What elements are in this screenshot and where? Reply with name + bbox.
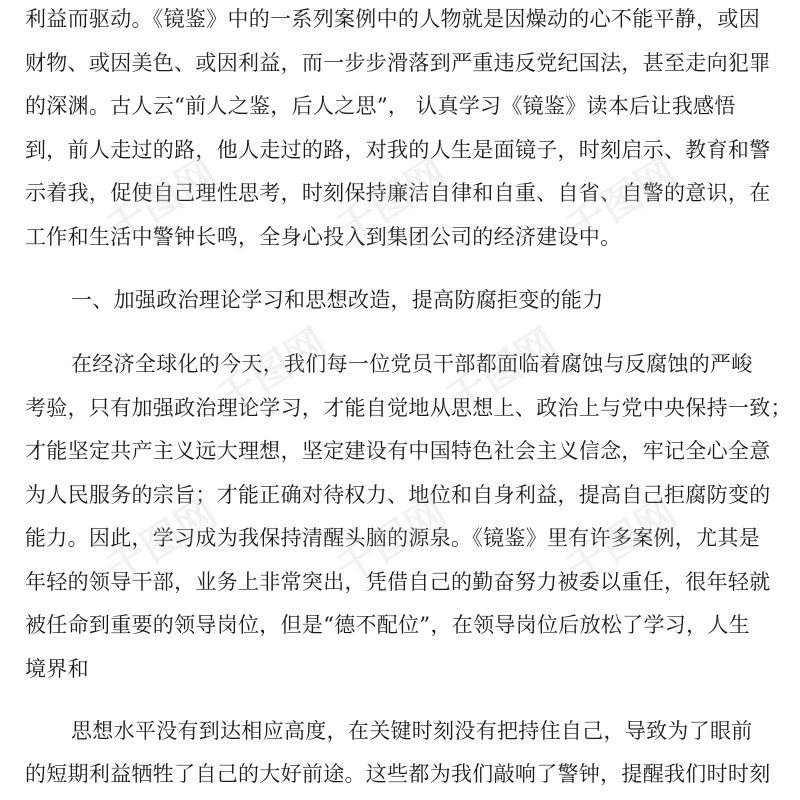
text-line: 的短期利益牺牲了自己的大好前途。这些都为我们敲响了警钟，提醒我们时时刻	[25, 762, 771, 786]
text-line: 工作和生活中警钟长鸣，全身心投入到集团公司的经济建设中。	[25, 225, 622, 249]
watermark: 千图网	[558, 150, 685, 253]
text-line: 思想水平没有到达相应高度，在关键时刻没有把持住自己，导致为了眼前	[71, 719, 753, 743]
text-line: 利益而驱动。《镜鉴》中的一系列案例中的人物就是因燥动的心不能平静，或因	[25, 7, 760, 31]
text-line: 到，前人走过的路，他人走过的路，对我的人生是面镜子，时刻启示、教育和警	[25, 138, 771, 162]
watermark: 千图网	[98, 150, 225, 253]
text-line: 财物、或因美色、或因利益，而一步步滑落到严重违反党纪国法，甚至走向犯罪	[25, 51, 771, 75]
text-line: 才能坚定共产主义远大理想，坚定建设有中国特色社会主义信念，牢记全心全意	[25, 439, 771, 463]
watermark: 千图网	[558, 490, 685, 593]
text-line: 为人民服务的宗旨；才能正确对待权力、地位和自身利益，提高自己拒腐防变的	[25, 483, 771, 507]
text-line: 年轻的领导干部，业务上非常突出，凭借自己的勤奋努力被委以重任，很年轻就	[25, 570, 771, 594]
watermark: 千图网	[328, 490, 455, 593]
watermark: 千图网	[438, 320, 565, 423]
watermark: 千图网	[208, 320, 335, 423]
watermark: 千图网	[98, 490, 225, 593]
watermark: 千图网	[328, 150, 455, 253]
text-line: 在经济全球化的今天，我们每一位党员干部都面临着腐蚀与反腐蚀的严峻	[71, 352, 753, 376]
text-line: 被任命到重要的领导岗位，但是“德不配位”，在领导岗位后放松了学习，人生	[25, 613, 750, 637]
text-line: 考验，只有加强政治理论学习，才能自觉地从思想上、政治上与党中央保持一致；	[25, 396, 792, 420]
text-line: 示着我，促使自己理性思考，时刻保持廉洁自律和自重、自省、自警的意识，在	[25, 181, 771, 205]
text-line: 的深渊。古人云“前人之鉴，后人之思”， 认真学习《镜鉴》读本后让我感悟	[25, 94, 736, 118]
section-heading: 一、加强政治理论学习和思想改造，提高防腐拒变的能力	[71, 288, 604, 312]
text-line: 能力。因此，学习成为我保持清醒头脑的源泉。《镜鉴》里有许多案例，尤其是	[25, 526, 760, 550]
text-line: 境界和	[25, 657, 89, 681]
